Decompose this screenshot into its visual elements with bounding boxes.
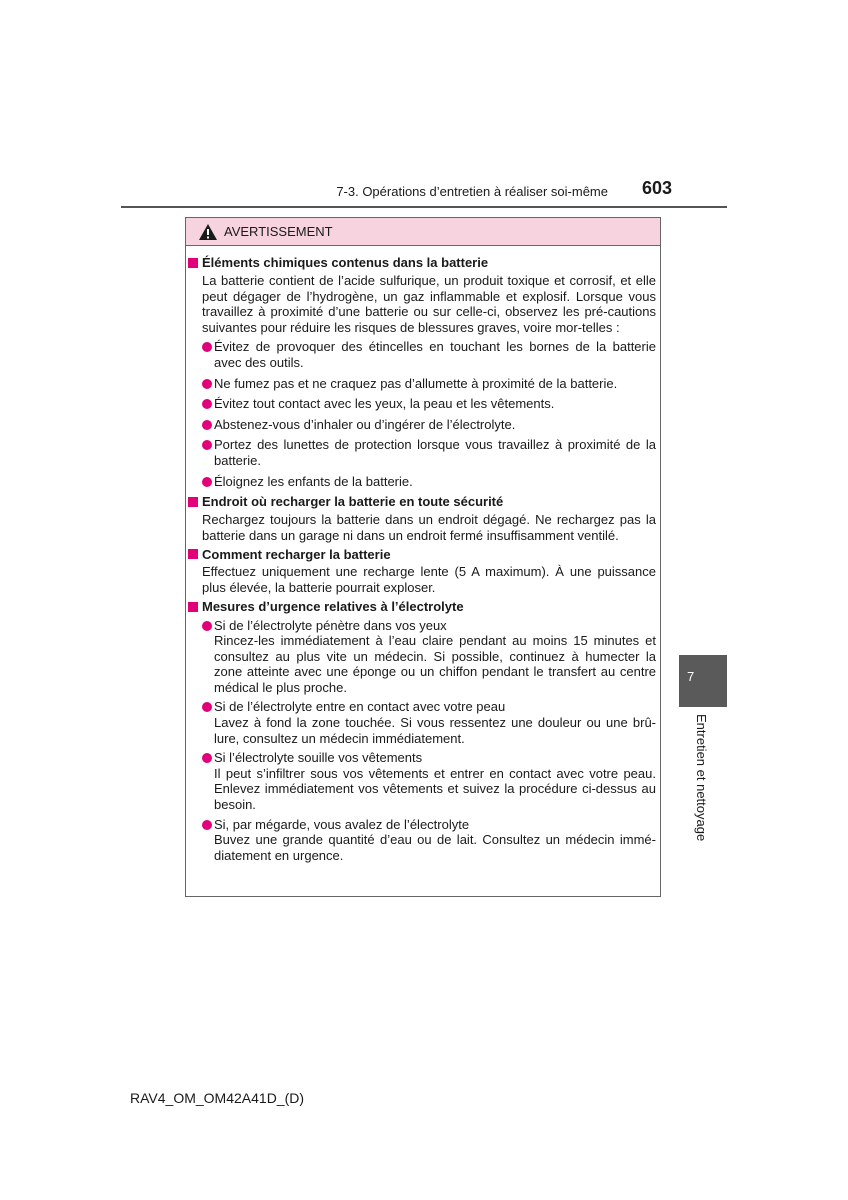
list-item xyxy=(202,376,656,392)
circle-bullet-icon xyxy=(202,342,212,352)
square-bullet-icon xyxy=(188,497,198,507)
section-emergency xyxy=(188,599,656,864)
emergency-case xyxy=(202,750,656,766)
square-bullet-icon xyxy=(188,258,198,268)
chapter-label: Entretien et nettoyage xyxy=(694,714,709,842)
case-body: Rincez-les immédiatement à l’eau claire pendant au moins 15 minutes et consultez au plus vite un médecin. Si possible, continuez à humecter la zone atteinte avec une éponge ou un chiffon pendant le transfert au centre médical le plus proche. xyxy=(214,633,656,695)
case-body: Buvez une grande quantité d’eau ou de lait. Consultez un médecin immé-diatement en urgence. xyxy=(214,832,656,863)
circle-bullet-icon xyxy=(202,440,212,450)
case-heading: Si l’électrolyte souille vos vêtements xyxy=(214,750,423,766)
section-heading-text: Comment recharger la batterie xyxy=(202,546,391,562)
section-heading xyxy=(188,255,656,271)
page-number: 603 xyxy=(641,178,672,198)
case-heading: Si, par mégarde, vous avalez de l’électrolyte xyxy=(214,816,470,832)
section-heading xyxy=(188,546,656,562)
square-bullet-icon xyxy=(188,602,198,612)
section-heading-text: Endroit où recharger la batterie en toute sécurité xyxy=(202,494,504,510)
circle-bullet-icon xyxy=(202,379,212,389)
section-heading xyxy=(188,599,656,615)
list-item xyxy=(202,474,656,490)
warning-triangle-icon xyxy=(198,223,218,241)
emergency-case xyxy=(202,817,656,833)
list-item xyxy=(202,437,656,468)
section-paragraph: Effectuez uniquement une recharge lente (5 A maximum). À une puissance plus élevée, la batterie pourrait exploser. xyxy=(202,564,656,595)
circle-bullet-icon xyxy=(202,820,212,830)
section-paragraph: Rechargez toujours la batterie dans un endroit dégagé. Ne rechargez pas la batterie dans un garage ni dans un endroit fermé insuffisamment ventilé. xyxy=(202,512,656,543)
section-heading-text: Mesures d’urgence relatives à l’électrolyte xyxy=(202,598,464,614)
section-paragraph: La batterie contient de l’acide sulfurique, un produit toxique et corrosif, et elle peut dégager de l’hydrogène, un gaz inflammable et explosif. Lorsque vous travaillez à proximité d’une batterie ou sur celle-ci, observez les pré-cautions suivantes pour réduire les risques de blessures graves, voire mor-telles : xyxy=(202,273,656,335)
section-heading xyxy=(188,494,656,510)
circle-bullet-icon xyxy=(202,420,212,430)
square-bullet-icon xyxy=(188,549,198,559)
emergency-case xyxy=(202,618,656,634)
list-item-text: Portez des lunettes de protection lorsque vous travaillez à proximité de la batterie. xyxy=(214,437,656,468)
section-heading-text: Éléments chimiques contenus dans la batterie xyxy=(202,255,489,271)
section-how-to-charge xyxy=(188,546,656,595)
circle-bullet-icon xyxy=(202,399,212,409)
circle-bullet-icon xyxy=(202,477,212,487)
section-chemicals xyxy=(188,255,656,489)
chapter-number: 7 xyxy=(687,669,695,684)
case-body: Lavez à fond la zone touchée. Si vous ressentez une douleur ou une brû-lure, consultez un médecin immédiatement. xyxy=(214,715,656,746)
footer-code: RAV4_OM_OM42A41D_(D) xyxy=(130,1090,305,1106)
list-item xyxy=(202,396,656,412)
chapter-tab xyxy=(679,655,727,707)
section-title: 7-3. Opérations d’entretien à réaliser soi-même xyxy=(336,184,608,199)
list-item xyxy=(202,417,656,433)
case-body: Il peut s’infiltrer sous vos vêtements et entrer en contact avec votre peau. Enlevez immédiatement vos vêtements et suivez la procédure ci-dessus au besoin. xyxy=(214,765,656,813)
list-item xyxy=(202,339,656,370)
warning-header xyxy=(186,218,660,246)
list-item-text: Évitez tout contact avec les yeux, la peau et les vêtements. xyxy=(214,396,555,412)
emergency-case xyxy=(202,699,656,715)
list-item-text: Évitez de provoquer des étincelles en touchant les bornes de la batterie avec des outils. xyxy=(214,339,656,370)
list-item-text: Éloignez les enfants de la batterie. xyxy=(214,473,413,489)
case-heading: Si de l’électrolyte pénètre dans vos yeux xyxy=(214,617,447,633)
warning-box xyxy=(185,217,661,897)
case-heading: Si de l’électrolyte entre en contact avec votre peau xyxy=(214,699,506,715)
header-divider xyxy=(121,206,727,208)
circle-bullet-icon xyxy=(202,702,212,712)
list-item-text: Abstenez-vous d’inhaler ou d’ingérer de l’électrolyte. xyxy=(214,416,516,432)
list-item-text: Ne fumez pas et ne craquez pas d’allumette à proximité de la batterie. xyxy=(214,375,618,391)
circle-bullet-icon xyxy=(202,753,212,763)
section-charging-location xyxy=(188,494,656,543)
warning-content xyxy=(186,246,660,863)
bullet-list xyxy=(202,339,656,489)
warning-title: AVERTISSEMENT xyxy=(224,224,333,239)
circle-bullet-icon xyxy=(202,621,212,631)
